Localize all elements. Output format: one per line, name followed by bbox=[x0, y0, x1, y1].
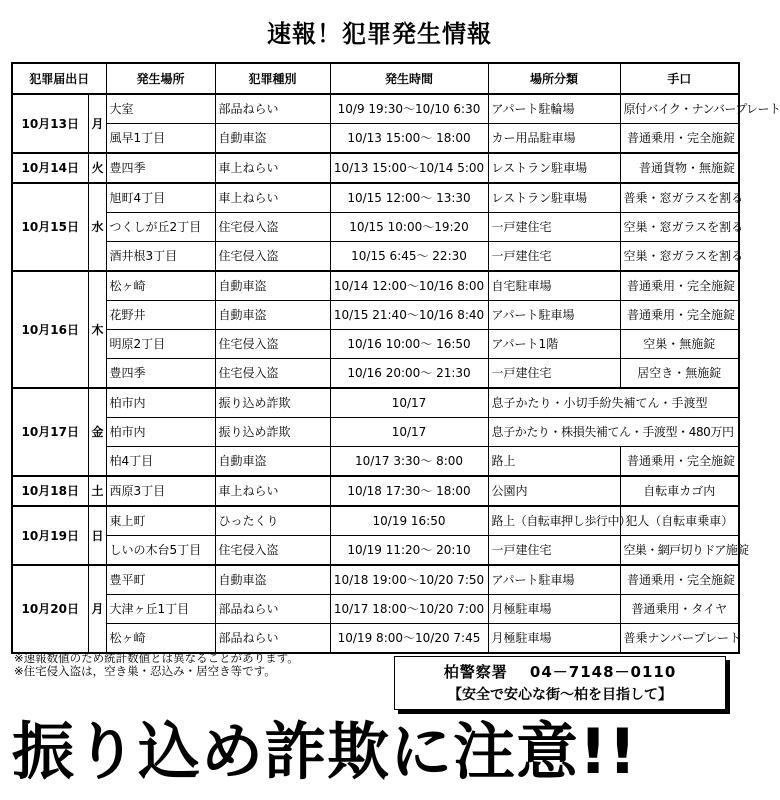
location-type-cell: 月極駐車場 bbox=[488, 595, 620, 624]
method-cell: 普通乗用・完全施錠 bbox=[620, 124, 739, 154]
crime-type-cell: ひったくり bbox=[215, 506, 330, 536]
method-cell: 居空き・無施錠 bbox=[620, 359, 739, 389]
method-cell: 普通乗用・完全施錠 bbox=[620, 447, 739, 477]
time-cell: 10/14 12:00～10/16 8:00 bbox=[330, 271, 488, 301]
method-cell: 空巣・窓ガラスを割る bbox=[620, 242, 739, 272]
day-of-week: 日 bbox=[88, 506, 106, 565]
header-time: 発生時間 bbox=[330, 63, 488, 94]
time-cell: 10/19 11:20～ 20:10 bbox=[330, 536, 488, 566]
method-cell: 空巣・無施錠 bbox=[620, 330, 739, 359]
report-date: 10月14日 bbox=[12, 153, 88, 183]
time-cell: 10/15 12:00～ 13:30 bbox=[330, 183, 488, 213]
report-date: 10月13日 bbox=[12, 94, 88, 153]
fraud-detail-cell: 息子かたり・小切手紛失補てん・手渡型 bbox=[488, 388, 739, 418]
place-cell: 風早1丁目 bbox=[106, 124, 215, 154]
crime-type-cell: 部品ねらい bbox=[215, 624, 330, 654]
place-cell: 豊四季 bbox=[106, 359, 215, 389]
time-cell: 10/9 19:30～10/10 6:30 bbox=[330, 94, 488, 124]
time-cell: 10/15 21:40～10/16 8:40 bbox=[330, 301, 488, 330]
table-row bbox=[12, 183, 739, 213]
table-row bbox=[12, 124, 739, 154]
place-cell: 旭町4丁目 bbox=[106, 183, 215, 213]
place-cell: 大室 bbox=[106, 94, 215, 124]
table-row bbox=[12, 506, 739, 536]
date-group bbox=[12, 94, 780, 153]
header-method: 手口 bbox=[620, 63, 739, 94]
place-cell: 東上町 bbox=[106, 506, 215, 536]
location-type-cell: 一戸建住宅 bbox=[488, 536, 620, 566]
date-group bbox=[12, 271, 739, 388]
date-group bbox=[12, 476, 739, 506]
report-date: 10月19日 bbox=[12, 506, 88, 565]
place-cell: 柏市内 bbox=[106, 418, 215, 447]
day-of-week: 金 bbox=[88, 388, 106, 476]
crime-type-cell: 自動車盗 bbox=[215, 447, 330, 477]
day-of-week: 水 bbox=[88, 183, 106, 271]
place-cell: 西原3丁目 bbox=[106, 476, 215, 506]
table-row bbox=[12, 359, 739, 389]
place-cell: 豊平町 bbox=[106, 565, 215, 595]
table-row bbox=[12, 301, 739, 330]
table-row bbox=[12, 271, 739, 301]
crime-type-cell: 自動車盗 bbox=[215, 565, 330, 595]
table-row bbox=[12, 536, 739, 566]
method-cell: 普通乗用・完全施錠 bbox=[620, 301, 739, 330]
table-header-row bbox=[12, 63, 739, 94]
time-cell: 10/13 15:00～ 18:00 bbox=[330, 124, 488, 154]
crime-type-cell: 自動車盗 bbox=[215, 271, 330, 301]
crime-table bbox=[11, 62, 780, 654]
location-type-cell: アパート駐車場 bbox=[488, 565, 620, 595]
page-title: 速報！犯罪発生情報 bbox=[267, 20, 492, 48]
table-row bbox=[12, 565, 739, 595]
method-cell: 普通貨物・無施錠 bbox=[620, 153, 739, 183]
crime-type-cell: 自動車盗 bbox=[215, 301, 330, 330]
crime-type-cell: 住宅侵入盗 bbox=[215, 242, 330, 272]
method-cell: 普乗・窓ガラスを割る bbox=[620, 183, 739, 213]
time-cell: 10/19 8:00～10/20 7:45 bbox=[330, 624, 488, 654]
place-cell: 豊四季 bbox=[106, 153, 215, 183]
footnotes bbox=[14, 652, 299, 678]
location-type-cell: アパート1階 bbox=[488, 330, 620, 359]
location-type-cell: 路上（自転車押し歩行中） bbox=[488, 506, 620, 536]
date-group bbox=[12, 506, 749, 565]
report-date: 10月16日 bbox=[12, 271, 88, 388]
table-row bbox=[12, 447, 739, 477]
day-of-week: 木 bbox=[88, 271, 106, 388]
time-cell: 10/17 bbox=[330, 388, 488, 418]
crime-type-cell: 部品ねらい bbox=[215, 94, 330, 124]
place-cell: 松ヶ崎 bbox=[106, 624, 215, 654]
location-type-cell: 一戸建住宅 bbox=[488, 242, 620, 272]
day-of-week: 月 bbox=[88, 565, 106, 653]
time-cell: 10/17 3:30～ 8:00 bbox=[330, 447, 488, 477]
crime-type-cell: 住宅侵入盗 bbox=[215, 330, 330, 359]
time-cell: 10/18 19:00～10/20 7:50 bbox=[330, 565, 488, 595]
footnote-2: ※住宅侵入盗は，空き巣・忍込み・居空き等です。 bbox=[14, 664, 276, 678]
police-slogan: 【安全で安心な街～柏を目指して】 bbox=[448, 687, 672, 703]
date-group bbox=[12, 388, 739, 476]
footnote-1: ※速報数値のため統計数値とは異なることがあります。 bbox=[14, 651, 299, 665]
location-type-cell: アパート駐車場 bbox=[488, 301, 620, 330]
location-type-cell: 一戸建住宅 bbox=[488, 359, 620, 389]
fraud-warning-banner: 振り込め詐欺に注意!! bbox=[12, 715, 638, 788]
header-location-type: 場所分類 bbox=[488, 63, 620, 94]
time-cell: 10/19 16:50 bbox=[330, 506, 488, 536]
method-cell: 空巣・窓ガラスを割る bbox=[620, 213, 739, 242]
method-cell: 普乗ナンバープレート bbox=[620, 624, 739, 654]
method-cell: 犯人（自転車乗車） bbox=[620, 506, 739, 536]
table-row bbox=[12, 624, 739, 654]
place-cell: 酒井根3丁目 bbox=[106, 242, 215, 272]
day-of-week: 火 bbox=[88, 153, 106, 183]
crime-type-cell: 住宅侵入盗 bbox=[215, 536, 330, 566]
time-cell: 10/15 6:45～ 22:30 bbox=[330, 242, 488, 272]
time-cell: 10/16 10:00～ 16:50 bbox=[330, 330, 488, 359]
date-group bbox=[12, 565, 739, 653]
method-cell: 原付バイク・ナンバープレート bbox=[620, 94, 739, 124]
location-type-cell: 自宅駐車場 bbox=[488, 271, 620, 301]
place-cell: 明原2丁目 bbox=[106, 330, 215, 359]
crime-type-cell: 自動車盗 bbox=[215, 124, 330, 154]
day-of-week: 土 bbox=[88, 476, 106, 506]
crime-type-cell: 振り込め詐欺 bbox=[215, 388, 330, 418]
header-report-date: 犯罪届出日 bbox=[12, 63, 106, 94]
method-cell: 空巣・網戸切りドア施錠 bbox=[620, 536, 739, 566]
location-type-cell: 公園内 bbox=[488, 476, 620, 506]
place-cell: しいの木台5丁目 bbox=[106, 536, 215, 566]
location-type-cell: 一戸建住宅 bbox=[488, 213, 620, 242]
place-cell: つくしが丘2丁目 bbox=[106, 213, 215, 242]
report-date: 10月17日 bbox=[12, 388, 88, 476]
table-row bbox=[12, 242, 739, 272]
table-row bbox=[12, 330, 739, 359]
crime-type-cell: 車上ねらい bbox=[215, 153, 330, 183]
crime-type-cell: 部品ねらい bbox=[215, 595, 330, 624]
date-group bbox=[12, 153, 739, 183]
header-crime-type: 犯罪種別 bbox=[215, 63, 330, 94]
table-row bbox=[12, 153, 739, 183]
report-date: 10月18日 bbox=[12, 476, 88, 506]
crime-type-cell: 住宅侵入盗 bbox=[215, 213, 330, 242]
report-date: 10月20日 bbox=[12, 565, 88, 653]
date-group bbox=[12, 183, 744, 271]
location-type-cell: アパート駐輪場 bbox=[488, 94, 620, 124]
place-cell: 柏市内 bbox=[106, 388, 215, 418]
time-cell: 10/16 20:00～ 21:30 bbox=[330, 359, 488, 389]
location-type-cell: レストラン駐車場 bbox=[488, 153, 620, 183]
table-row bbox=[12, 418, 739, 447]
place-cell: 柏4丁目 bbox=[106, 447, 215, 477]
header-place: 発生場所 bbox=[106, 63, 215, 94]
crime-type-cell: 車上ねらい bbox=[215, 476, 330, 506]
time-cell: 10/18 17:30～ 18:00 bbox=[330, 476, 488, 506]
place-cell: 松ヶ崎 bbox=[106, 271, 215, 301]
table-row bbox=[12, 595, 739, 624]
report-date: 10月15日 bbox=[12, 183, 88, 271]
location-type-cell: カー用品駐車場 bbox=[488, 124, 620, 154]
method-cell: 普通乗用・タイヤ bbox=[620, 595, 739, 624]
place-cell: 大津ヶ丘1丁目 bbox=[106, 595, 215, 624]
time-cell: 10/15 10:00～19:20 bbox=[330, 213, 488, 242]
method-cell: 自転車カゴ内 bbox=[620, 476, 739, 506]
police-contact-box bbox=[394, 656, 726, 710]
place-cell: 花野井 bbox=[106, 301, 215, 330]
location-type-cell: 路上 bbox=[488, 447, 620, 477]
table-row bbox=[12, 94, 739, 124]
method-cell: 普通乗用・完全施錠 bbox=[620, 271, 739, 301]
table-row bbox=[12, 388, 739, 418]
time-cell: 10/17 bbox=[330, 418, 488, 447]
crime-type-cell: 車上ねらい bbox=[215, 183, 330, 213]
table-row bbox=[12, 213, 739, 242]
location-type-cell: 月極駐車場 bbox=[488, 624, 620, 654]
time-cell: 10/13 15:00～10/14 5:00 bbox=[330, 153, 488, 183]
crime-type-cell: 住宅侵入盗 bbox=[215, 359, 330, 389]
method-cell: 普通乗用・完全施錠 bbox=[620, 565, 739, 595]
fraud-detail-cell: 息子かたり・株損失補てん・手渡型・480万円 bbox=[488, 418, 739, 447]
day-of-week: 月 bbox=[88, 94, 106, 153]
police-name-phone: 柏警察署 04－7148－0110 bbox=[443, 663, 677, 681]
location-type-cell: レストラン駐車場 bbox=[488, 183, 620, 213]
table-row bbox=[12, 476, 739, 506]
time-cell: 10/17 18:00～10/20 7:00 bbox=[330, 595, 488, 624]
crime-type-cell: 振り込め詐欺 bbox=[215, 418, 330, 447]
